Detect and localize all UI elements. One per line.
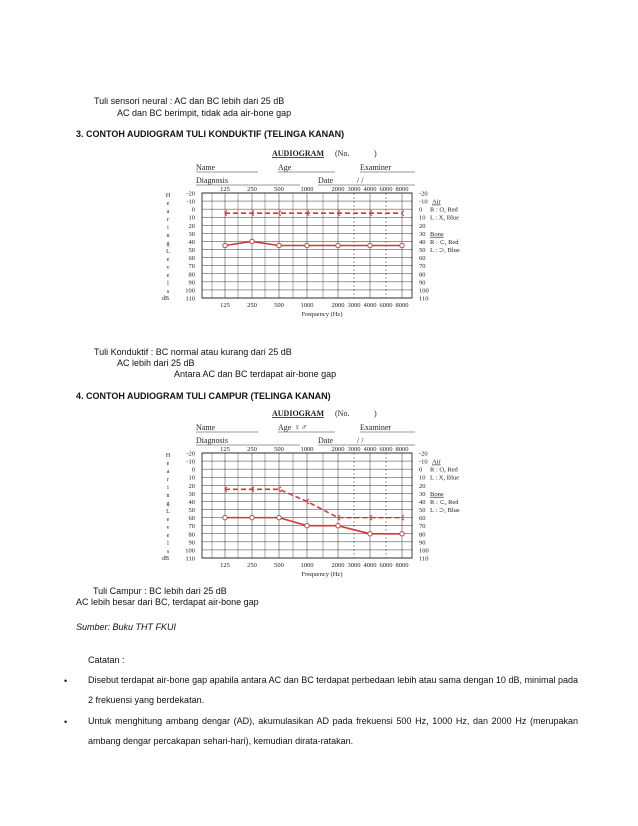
y-tick-label: 80 bbox=[188, 271, 195, 279]
y-axis-letter: n bbox=[166, 233, 170, 239]
x-tick-label-top: 125 bbox=[220, 186, 230, 193]
air-marker bbox=[400, 243, 404, 247]
caption-3-line-3: Antara AC dan BC terdapat air-bone gap bbox=[174, 369, 337, 379]
y-tick-label-right: 0 bbox=[419, 466, 423, 474]
examiner-label: Examiner bbox=[360, 163, 392, 172]
caption-4-line-1: Tuli Campur : BC lebih dari 25 dB bbox=[93, 586, 227, 596]
audiogram-mixed bbox=[160, 405, 460, 580]
x-tick-label-bottom: 4000 bbox=[363, 562, 377, 569]
section-3-heading: 3. CONTOH AUDIOGRAM TULI KONDUKTIF (TELINGA KANAN) bbox=[76, 129, 345, 139]
y-axis-letter: e bbox=[166, 201, 170, 207]
x-tick-label-bottom: 1000 bbox=[300, 562, 314, 569]
x-tick-label-bottom: 4000 bbox=[363, 302, 377, 309]
x-tick-label-bottom: 250 bbox=[247, 562, 257, 569]
intro-line-1: Tuli sensori neural : AC dan BC lebih dari 25 dB bbox=[94, 96, 285, 106]
y-tick-label-right: 40 bbox=[419, 498, 426, 506]
y-axis-letter: l bbox=[167, 541, 169, 547]
x-tick-label-bottom: 125 bbox=[220, 302, 230, 309]
audiogram-no-close: ) bbox=[374, 409, 377, 418]
y-tick-label: 20 bbox=[188, 222, 195, 230]
y-tick-label-right: 70 bbox=[419, 523, 426, 531]
y-tick-label-right: 50 bbox=[419, 507, 426, 515]
y-tick-label-right: 50 bbox=[419, 247, 426, 255]
y-tick-label-right: -20 bbox=[419, 190, 428, 198]
y-tick-label-right: -10 bbox=[419, 458, 428, 466]
y-tick-label-right: 90 bbox=[419, 279, 426, 287]
diagnosis-label: Diagnosis bbox=[196, 176, 228, 185]
y-axis-letter: a bbox=[166, 209, 170, 215]
x-tick-label-bottom: 125 bbox=[220, 562, 230, 569]
y-axis-letter: g bbox=[166, 241, 170, 247]
y-tick-label: 110 bbox=[185, 555, 195, 563]
x-tick-label-bottom: 500 bbox=[274, 562, 284, 569]
y-tick-label-right: 110 bbox=[419, 295, 429, 303]
y-axis-letter: a bbox=[166, 469, 170, 475]
x-tick-label-bottom: 3000 bbox=[347, 302, 361, 309]
y-tick-label: -10 bbox=[186, 198, 195, 206]
y-axis-letter: n bbox=[166, 493, 170, 499]
y-axis-letter: v bbox=[166, 525, 170, 531]
x-axis-label: Frequency (Hz) bbox=[301, 311, 343, 318]
x-tick-label-bottom: 2000 bbox=[331, 302, 345, 309]
air-marker bbox=[223, 515, 227, 519]
legend-air-r: R : O, Red bbox=[430, 206, 458, 214]
date-slashes: / / bbox=[357, 176, 364, 185]
name-label: Name bbox=[196, 163, 216, 172]
note-item-2: Untuk menghitung ambang dengar (AD), akumulasikan AD pada frekuensi 500 Hz, 1000 Hz, dan 2000 Hz (merupakan ambang dengar percakapan sehari-hari), kemudian dirata-ratakan. bbox=[88, 716, 578, 746]
air-marker bbox=[305, 523, 309, 527]
y-tick-label-right: 30 bbox=[419, 490, 426, 498]
y-tick-label-right: 110 bbox=[419, 555, 429, 563]
air-marker bbox=[277, 243, 281, 247]
y-tick-label: 80 bbox=[188, 531, 195, 539]
y-axis-letter: e bbox=[166, 461, 170, 467]
legend-air-l: L : X, Blue bbox=[430, 474, 460, 482]
legend-air-r: R : O, Red bbox=[430, 466, 458, 474]
y-tick-label: 110 bbox=[185, 295, 195, 303]
x-tick-label-bottom: 6000 bbox=[379, 562, 393, 569]
x-tick-label-top: 8000 bbox=[395, 446, 409, 453]
y-tick-label: 50 bbox=[188, 247, 195, 255]
date-label: Date bbox=[318, 436, 334, 445]
examiner-label: Examiner bbox=[360, 423, 392, 432]
y-tick-label-right: 90 bbox=[419, 539, 426, 547]
x-tick-label-top: 8000 bbox=[395, 186, 409, 193]
y-tick-label: 60 bbox=[188, 255, 195, 263]
audiogram-no-label: (No. bbox=[335, 409, 350, 418]
legend-bone-l: L : ⊃, Blue bbox=[430, 507, 460, 515]
bone-marker bbox=[279, 211, 281, 216]
legend-bone-r: R : ⊂, Red bbox=[430, 498, 459, 506]
y-axis-letter: e bbox=[166, 533, 170, 539]
y-tick-label-right: 30 bbox=[419, 230, 426, 238]
gender-symbols: ♀♂ bbox=[294, 422, 308, 432]
diagnosis-label: Diagnosis bbox=[196, 436, 228, 445]
x-tick-label-top: 2000 bbox=[331, 446, 345, 453]
air-marker bbox=[250, 515, 254, 519]
y-axis-letter: L bbox=[166, 509, 170, 515]
x-tick-label-top: 6000 bbox=[379, 186, 393, 193]
air-marker bbox=[400, 532, 404, 536]
y-axis-letter: i bbox=[167, 485, 169, 491]
x-tick-label-top: 2000 bbox=[331, 186, 345, 193]
air-marker bbox=[336, 523, 340, 527]
y-tick-label-right: 60 bbox=[419, 255, 426, 263]
x-tick-label-top: 3000 bbox=[347, 186, 361, 193]
y-tick-label: 40 bbox=[188, 498, 195, 506]
legend-bone-l: L : ⊃, Blue bbox=[430, 247, 460, 255]
audiogram-no-label: (No. bbox=[335, 149, 350, 158]
y-axis-letter: H bbox=[165, 453, 171, 459]
y-tick-label: 30 bbox=[188, 490, 195, 498]
date-slashes: / / bbox=[357, 436, 364, 445]
y-tick-label: 70 bbox=[188, 523, 195, 531]
age-label: Age bbox=[278, 163, 292, 172]
audiogram-conductive bbox=[160, 145, 460, 320]
y-tick-label: 90 bbox=[188, 279, 195, 287]
y-tick-label: 100 bbox=[185, 547, 195, 555]
y-tick-label: 40 bbox=[188, 238, 195, 246]
bullet-icon: • bbox=[64, 676, 68, 686]
source-citation: Sumber: Buku THT FKUI bbox=[76, 622, 177, 632]
y-tick-label: 0 bbox=[191, 206, 195, 214]
y-tick-label: 90 bbox=[188, 539, 195, 547]
y-axis-letter: r bbox=[167, 217, 169, 223]
air-marker bbox=[336, 243, 340, 247]
air-marker bbox=[223, 243, 227, 247]
y-tick-label: 60 bbox=[188, 515, 195, 523]
y-axis-letter: e bbox=[166, 257, 170, 263]
x-tick-label-top: 1000 bbox=[300, 186, 314, 193]
y-tick-label-right: 20 bbox=[419, 222, 426, 230]
y-tick-label: 0 bbox=[191, 466, 195, 474]
y-tick-label: 30 bbox=[188, 230, 195, 238]
y-tick-label: 100 bbox=[185, 287, 195, 295]
legend-bone-r: R : ⊂, Red bbox=[430, 238, 459, 246]
y-tick-label-right: 10 bbox=[419, 214, 426, 222]
legend-air-l: L : X, Blue bbox=[430, 214, 460, 222]
note-item-1: Disebut terdapat air-bone gap apabila antara AC dan BC terdapat perbedaan lebih atau sama dengan 10 dB, minimal pada 2 frekuensi yang berdekatan. bbox=[88, 675, 578, 705]
x-tick-label-top: 250 bbox=[247, 446, 257, 453]
x-tick-label-bottom: 3000 bbox=[347, 562, 361, 569]
y-axis-letter: H bbox=[165, 193, 171, 199]
y-axis-letter: l bbox=[167, 281, 169, 287]
y-tick-label: -20 bbox=[186, 450, 195, 458]
air-marker bbox=[305, 243, 309, 247]
y-axis-letter: s bbox=[166, 549, 170, 555]
audiogram-title: AUDIOGRAM bbox=[272, 149, 324, 158]
y-axis-letter: i bbox=[167, 225, 169, 231]
y-axis-letter: g bbox=[166, 501, 170, 507]
notes-title: Catatan : bbox=[88, 655, 125, 665]
bone-marker bbox=[279, 487, 281, 492]
air-marker bbox=[277, 515, 281, 519]
x-tick-label-top: 1000 bbox=[300, 446, 314, 453]
y-axis-letter: r bbox=[167, 477, 169, 483]
x-tick-label-bottom: 2000 bbox=[331, 562, 345, 569]
name-label: Name bbox=[196, 423, 216, 432]
x-tick-label-bottom: 8000 bbox=[395, 562, 409, 569]
legend-air-title: Air bbox=[432, 458, 441, 466]
x-axis-label: Frequency (Hz) bbox=[301, 571, 343, 578]
caption-3-line-1: Tuli Konduktif : BC normal atau kurang dari 25 dB bbox=[94, 347, 292, 357]
x-tick-label-bottom: 1000 bbox=[300, 302, 314, 309]
y-tick-label-right: -20 bbox=[419, 450, 428, 458]
x-tick-label-top: 500 bbox=[274, 186, 284, 193]
x-tick-label-top: 4000 bbox=[363, 446, 377, 453]
air-marker bbox=[368, 532, 372, 536]
caption-3-line-2: AC lebih dari 25 dB bbox=[117, 358, 195, 368]
legend-air-title: Air bbox=[432, 198, 441, 206]
x-tick-label-bottom: 6000 bbox=[379, 302, 393, 309]
x-tick-label-top: 3000 bbox=[347, 446, 361, 453]
x-tick-label-top: 6000 bbox=[379, 446, 393, 453]
y-axis-letter: v bbox=[166, 265, 170, 271]
y-tick-label: 50 bbox=[188, 507, 195, 515]
y-axis-letter: s bbox=[166, 289, 170, 295]
y-tick-label-right: 70 bbox=[419, 263, 426, 271]
bullet-icon: • bbox=[64, 717, 68, 727]
y-axis-letter: L bbox=[166, 249, 170, 255]
y-axis-letter: e bbox=[166, 273, 170, 279]
y-tick-label: 20 bbox=[188, 482, 195, 490]
x-tick-label-top: 500 bbox=[274, 446, 284, 453]
db-unit-label: dB bbox=[162, 296, 170, 302]
y-tick-label-right: 40 bbox=[419, 238, 426, 246]
age-label: Age bbox=[278, 423, 292, 432]
y-tick-label-right: 100 bbox=[419, 287, 429, 295]
y-tick-label: -20 bbox=[186, 190, 195, 198]
intro-line-2: AC dan BC berimpit, tidak ada air-bone gap bbox=[117, 108, 292, 118]
y-tick-label-right: 100 bbox=[419, 547, 429, 555]
y-tick-label-right: 0 bbox=[419, 206, 423, 214]
bone-marker bbox=[402, 211, 404, 216]
y-tick-label: 10 bbox=[188, 474, 195, 482]
section-4-heading: 4. CONTOH AUDIOGRAM TULI CAMPUR (TELINGA KANAN) bbox=[76, 391, 331, 401]
air-marker bbox=[368, 243, 372, 247]
y-tick-label: 10 bbox=[188, 214, 195, 222]
db-unit-label: dB bbox=[162, 556, 170, 562]
x-tick-label-bottom: 8000 bbox=[395, 302, 409, 309]
y-tick-label-right: 80 bbox=[419, 531, 426, 539]
audiogram-no-close: ) bbox=[374, 149, 377, 158]
caption-4-line-2: AC lebih besar dari BC, terdapat air-bone gap bbox=[76, 597, 259, 607]
x-tick-label-top: 4000 bbox=[363, 186, 377, 193]
legend-bone-title: Bone bbox=[430, 490, 444, 498]
y-tick-label-right: 10 bbox=[419, 474, 426, 482]
air-marker bbox=[250, 239, 254, 243]
y-tick-label-right: -10 bbox=[419, 198, 428, 206]
y-tick-label: -10 bbox=[186, 458, 195, 466]
y-tick-label-right: 20 bbox=[419, 482, 426, 490]
y-axis-letter: e bbox=[166, 517, 170, 523]
y-tick-label-right: 60 bbox=[419, 515, 426, 523]
x-tick-label-bottom: 250 bbox=[247, 302, 257, 309]
x-tick-label-top: 125 bbox=[220, 446, 230, 453]
legend-bone-title: Bone bbox=[430, 230, 444, 238]
audiogram-title: AUDIOGRAM bbox=[272, 409, 324, 418]
y-tick-label-right: 80 bbox=[419, 271, 426, 279]
x-tick-label-top: 250 bbox=[247, 186, 257, 193]
y-tick-label: 70 bbox=[188, 263, 195, 271]
x-tick-label-bottom: 500 bbox=[274, 302, 284, 309]
date-label: Date bbox=[318, 176, 334, 185]
